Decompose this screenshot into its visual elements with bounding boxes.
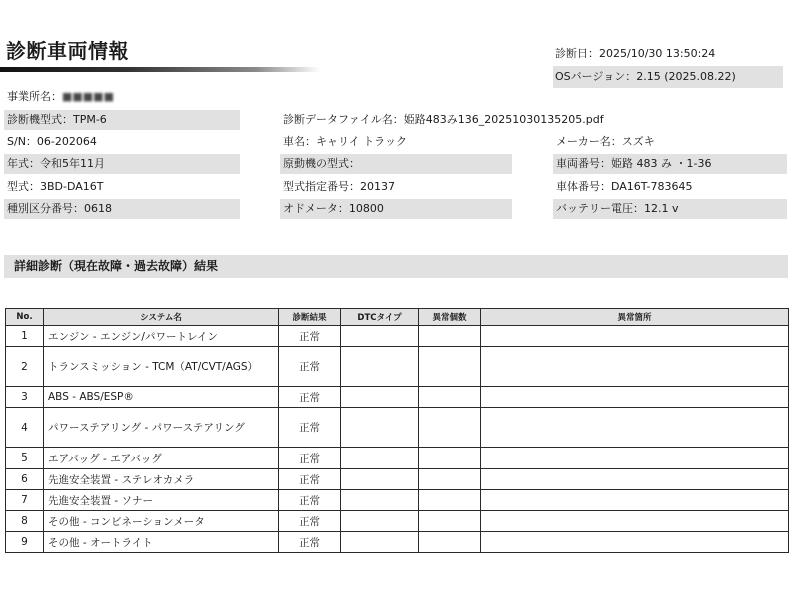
os-version: OSバージョン：2.15 (2025.08.22) [553, 66, 783, 88]
office-name-value-redacted: ■■■■■ [62, 90, 114, 103]
diagnosis-result: 正常 [279, 490, 341, 511]
maker-name-field: メーカー名：スズキ [556, 135, 655, 148]
system-name: その他 - コンビネーションメータ [44, 511, 279, 532]
type-designation-number-field: 型式指定番号：20137 [283, 180, 395, 193]
system-name: 先進安全装置 - ステレオカメラ [44, 469, 279, 490]
page-title: 診断車両情報 [6, 39, 129, 63]
diagnosis-result: 正常 [279, 347, 341, 387]
fault-location [481, 469, 789, 490]
diagnosis-result: 正常 [279, 387, 341, 408]
fault-location [481, 448, 789, 469]
table-header-row [6, 309, 789, 326]
fault-count [419, 347, 481, 387]
chassis-number-field: 車体番号：DA16T-783645 [556, 180, 693, 193]
diagnosis-result: 正常 [279, 511, 341, 532]
fault-count [419, 387, 481, 408]
system-name: ABS - ABS/ESP® [44, 387, 279, 408]
fault-location [481, 490, 789, 511]
row-number: 9 [6, 532, 44, 553]
dtc-type [341, 387, 419, 408]
fault-count [419, 469, 481, 490]
row-number: 4 [6, 408, 44, 448]
fault-count [419, 448, 481, 469]
diagnosis-result: 正常 [279, 469, 341, 490]
header-fault-count: 異常個数 [419, 309, 481, 326]
diagnosis-result: 正常 [279, 408, 341, 448]
title-underline [0, 67, 320, 72]
header-no: No. [6, 309, 44, 326]
dtc-type [341, 532, 419, 553]
diagnosis-result-table [5, 308, 789, 553]
row-number: 8 [6, 511, 44, 532]
system-name: パワーステアリング - パワーステアリング [44, 408, 279, 448]
fault-location [481, 326, 789, 347]
fault-location [481, 387, 789, 408]
diagnosis-result: 正常 [279, 326, 341, 347]
table-row [6, 511, 789, 532]
dtc-type [341, 511, 419, 532]
row-number: 1 [6, 326, 44, 347]
table-row [6, 469, 789, 490]
system-name: エアバッグ - エアバッグ [44, 448, 279, 469]
dtc-type [341, 469, 419, 490]
header-fault-location: 異常箇所 [481, 309, 789, 326]
fault-count [419, 408, 481, 448]
office-name-field [4, 87, 240, 107]
table-row [6, 387, 789, 408]
fault-location [481, 511, 789, 532]
model-year-field: 年式：令和5年11月 [4, 154, 240, 174]
fault-count [419, 490, 481, 511]
row-number: 6 [6, 469, 44, 490]
vehicle-number-field: 車両番号：姫路 483 み ・1-36 [553, 154, 787, 174]
dtc-type [341, 326, 419, 347]
row-number: 2 [6, 347, 44, 387]
odometer-field: オドメータ：10800 [280, 199, 512, 219]
diagnosis-result: 正常 [279, 448, 341, 469]
table-row [6, 490, 789, 511]
battery-voltage-field: バッテリー電圧：12.1 v [553, 199, 787, 219]
header-diagnosis-result: 診断結果 [279, 309, 341, 326]
fault-count [419, 326, 481, 347]
fault-location [481, 408, 789, 448]
fault-location [481, 532, 789, 553]
fault-count [419, 511, 481, 532]
table-row [6, 326, 789, 347]
system-name: トランスミッション - TCM（AT/CVT/AGS） [44, 347, 279, 387]
row-number: 5 [6, 448, 44, 469]
dtc-type [341, 490, 419, 511]
row-number: 7 [6, 490, 44, 511]
type-class-number-field: 種別区分番号：0618 [4, 199, 240, 219]
dtc-type [341, 408, 419, 448]
diagnosis-result: 正常 [279, 532, 341, 553]
header-system-name: システム名 [44, 309, 279, 326]
serial-number-field: S/N：06-202064 [7, 135, 97, 148]
table-row [6, 448, 789, 469]
table-row [6, 532, 789, 553]
header-dtc-type: DTCタイプ [341, 309, 419, 326]
fault-count [419, 532, 481, 553]
engine-model-field: 原動機の型式： [280, 154, 512, 174]
vehicle-name-field: 車名：キャリイ トラック [283, 135, 407, 148]
dtc-type [341, 347, 419, 387]
data-file-name-field: 診断データファイル名：姫路483み136_20251030135205.pdf [283, 113, 604, 126]
model-type-field: 型式：3BD-DA16T [7, 180, 104, 193]
row-number: 3 [6, 387, 44, 408]
diagnosis-date: 診断日：2025/10/30 13:50:24 [555, 47, 716, 60]
fault-location [481, 347, 789, 387]
system-name: 先進安全装置 - ソナー [44, 490, 279, 511]
section-title: 詳細診断（現在故障・過去故障）結果 [4, 255, 788, 278]
device-type-field: 診断機型式：TPM-6 [4, 110, 240, 130]
system-name: エンジン - エンジン/パワートレイン [44, 326, 279, 347]
table-row [6, 408, 789, 448]
system-name: その他 - オートライト [44, 532, 279, 553]
office-name-label: 事業所名： [7, 90, 62, 103]
dtc-type [341, 448, 419, 469]
table-row [6, 347, 789, 387]
